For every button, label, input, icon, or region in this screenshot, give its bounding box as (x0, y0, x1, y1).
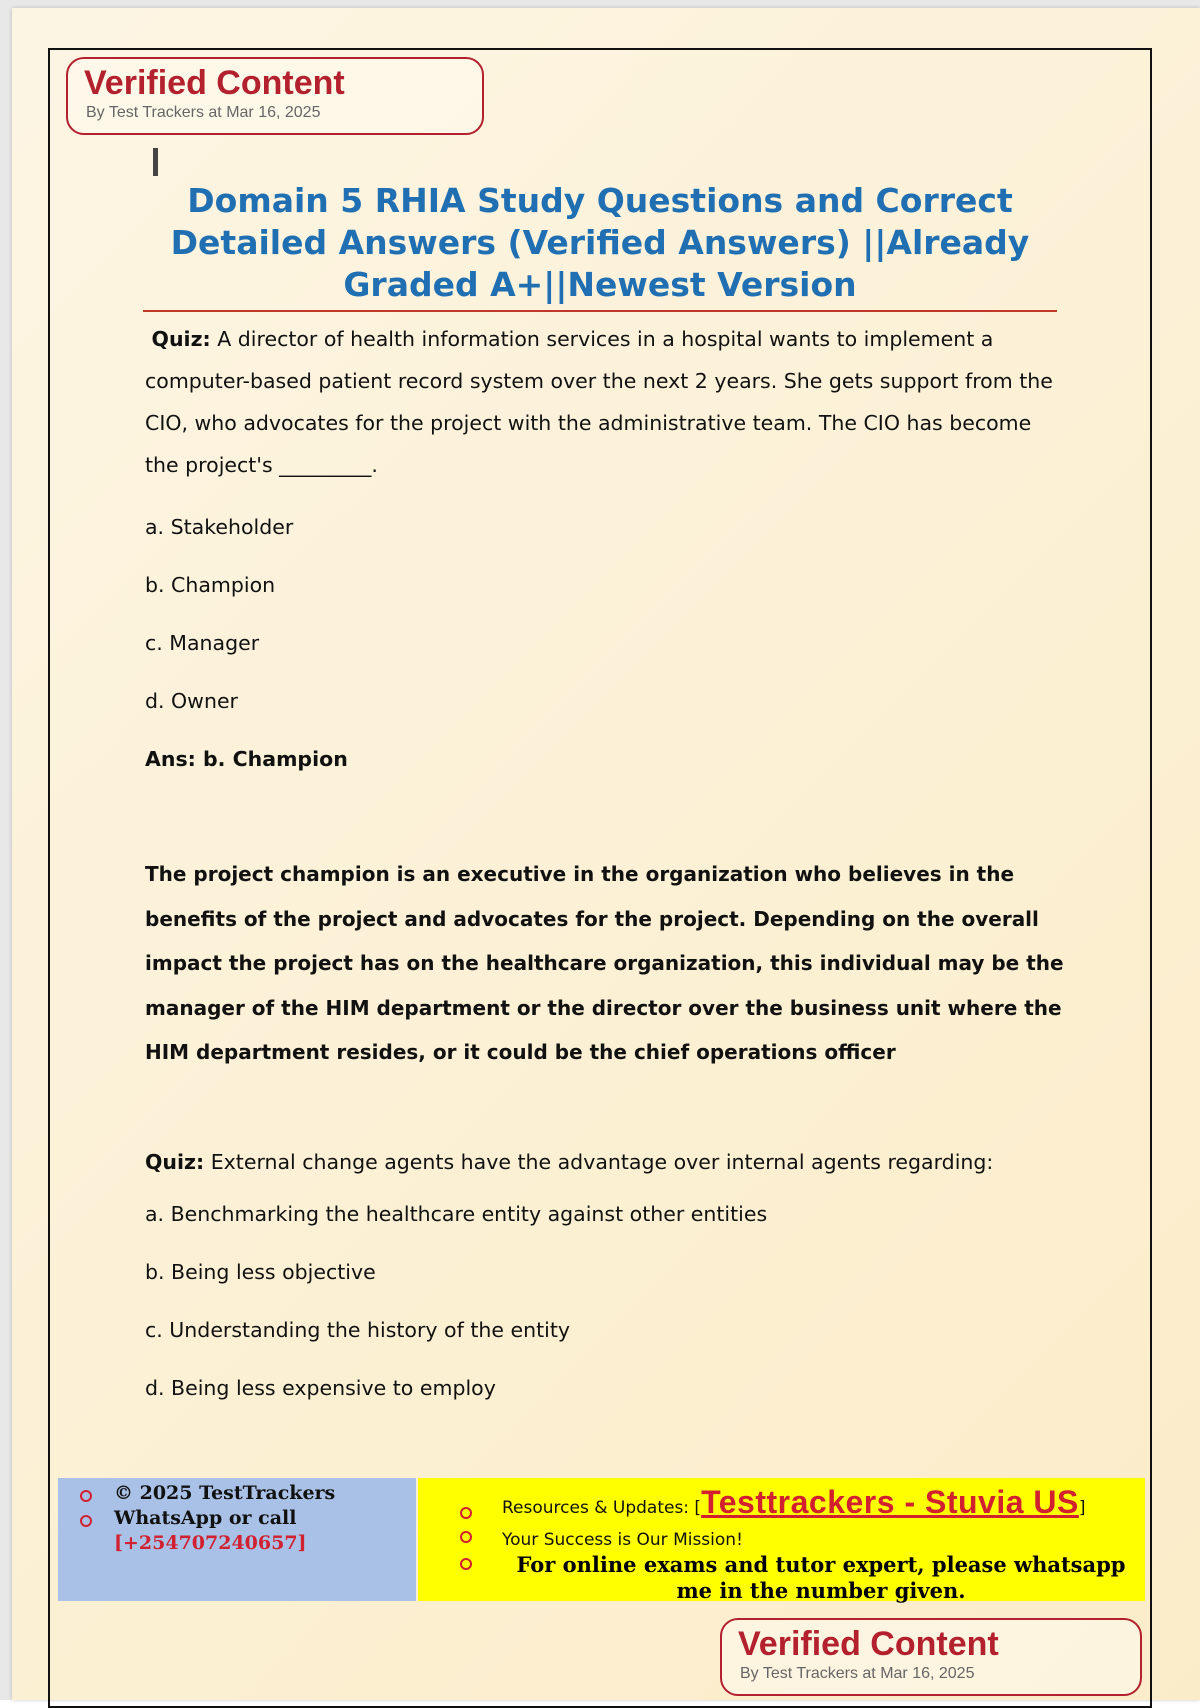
bullet-icon (460, 1507, 472, 1519)
quiz-label: Quiz: (145, 1149, 205, 1174)
bullet-icon (460, 1558, 472, 1570)
document-title (140, 180, 1060, 306)
option-item: b. Being less objective (145, 1259, 376, 1284)
question-1-options (145, 498, 1065, 730)
whatsapp-label: WhatsApp or call (114, 1507, 297, 1529)
text-cursor (153, 148, 158, 176)
title-line: Graded A+||Newest Version (343, 265, 857, 304)
stuvia-link[interactable]: Testtrackers - Stuvia US (701, 1484, 1079, 1520)
stamp-title: Verified Content (738, 1625, 999, 1663)
question-2 (145, 1141, 1065, 1183)
question-1 (145, 318, 1065, 486)
stamp-title: Verified Content (84, 64, 345, 102)
bullet-icon (460, 1531, 472, 1543)
footer-contact-list (80, 1481, 335, 1556)
verified-stamp-bottom (720, 1618, 1142, 1696)
stamp-subtitle: By Test Trackers at Mar 16, 2025 (740, 1665, 975, 1682)
verified-stamp-top (66, 57, 484, 135)
answer-explanation: The project champion is an executive in the organization who believes in the benefits of the project and advocates for the project. Depending on the overall impact the project has on the healthcare organization, this individual may be the manager of the HIM department or the director over the business unit where the HIM department resides, or it could be the chief operations officer (145, 862, 1064, 1064)
spacer (145, 1075, 1065, 1141)
option-item: a. Benchmarking the healthcare entity against other entities (145, 1201, 768, 1226)
spacer (145, 788, 1065, 852)
document-content (145, 318, 1065, 1417)
footer-resources-panel (418, 1478, 1145, 1601)
footer-tutor-note (460, 1552, 1140, 1604)
question-text: A director of health information services in a hospital wants to implement a computer-based patient record system over the next 2 years. She gets support from the CIO, who advocates for the project with the administrative team. The CIO has become the project's _________. (145, 327, 1053, 477)
bullet-icon (80, 1490, 92, 1502)
question-2-options (145, 1185, 1065, 1417)
option-item: d. Owner (145, 689, 238, 713)
option-item: b. Champion (145, 573, 276, 597)
answer: Ans: b. Champion (145, 747, 348, 771)
stamp-subtitle: By Test Trackers at Mar 16, 2025 (86, 104, 321, 121)
title-line: Detailed Answers (Verified Answers) ||Already (170, 223, 1030, 262)
resources-label: Resources & Updates: [ (502, 1498, 702, 1518)
footer-resources (460, 1482, 1140, 1528)
phone-number[interactable]: [+254707240657] (114, 1532, 307, 1554)
footer-mission (460, 1528, 1140, 1552)
tutor-note-text: For online exams and tutor expert, please whatsapp me in the number given. (516, 1552, 1126, 1603)
footer-contact-panel (58, 1478, 416, 1601)
option-item: a. Stakeholder (145, 515, 294, 539)
option-item: d. Being less expensive to employ (145, 1375, 496, 1400)
option-item: c. Understanding the history of the entity (145, 1317, 570, 1342)
footer-copyright (80, 1481, 335, 1506)
footer-resources-list (460, 1482, 1140, 1604)
footer-whatsapp (80, 1506, 335, 1556)
bullet-icon (80, 1515, 92, 1527)
mission-text: Your Success is Our Mission! (502, 1530, 743, 1550)
title-line: Domain 5 RHIA Study Questions and Correct (187, 181, 1013, 220)
quiz-label: Quiz: (151, 327, 211, 351)
option-item: c. Manager (145, 631, 260, 655)
title-underline (143, 310, 1057, 312)
question-text: External change agents have the advantage over internal agents regarding: (204, 1149, 994, 1174)
resources-bracket: ] (1078, 1498, 1086, 1518)
copyright-text: © 2025 TestTrackers (114, 1482, 336, 1504)
